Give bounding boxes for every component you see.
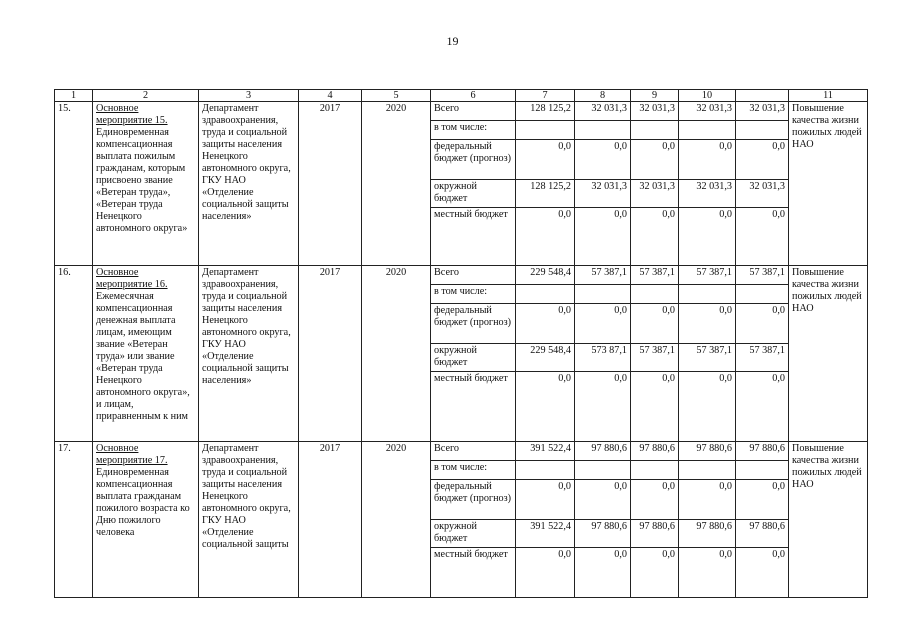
value-cell: 0,0 [679, 140, 736, 180]
value-cell [679, 461, 736, 480]
value-cell: 0,0 [516, 208, 575, 266]
source-name: федеральный бюджет (прогноз) [431, 304, 516, 344]
activity-name [93, 442, 199, 598]
value-cell [516, 121, 575, 140]
value-cell: 0,0 [679, 304, 736, 344]
source-name: окружной бюджет [431, 344, 516, 372]
start-year: 2017 [299, 442, 362, 598]
value-cell [575, 121, 631, 140]
value-cell: 97 880,6 [679, 520, 736, 548]
source-name: местный бюджет [431, 372, 516, 442]
value-cell: 0,0 [575, 372, 631, 442]
value-cell: 0,0 [575, 140, 631, 180]
value-cell: 0,0 [736, 480, 789, 520]
executor: Департамент здравоохранения, труда и социальной защиты населения Ненецкого автономного округа, ГКУ НАО «Отделение социальной защиты населения» [199, 102, 299, 266]
value-cell: 391 522,4 [516, 520, 575, 548]
value-cell [516, 285, 575, 304]
value-cell: 0,0 [631, 372, 679, 442]
activity-title: Основное мероприятие 16. [96, 267, 168, 290]
value-cell [631, 121, 679, 140]
source-name: федеральный бюджет (прогноз) [431, 480, 516, 520]
program-activities-table [54, 89, 868, 598]
value-cell: 32 031,3 [679, 180, 736, 208]
value-cell: 57 387,1 [736, 266, 789, 285]
row-number: 15. [55, 102, 93, 266]
activity-description: Ежемесячная компенсационная денежная выплата лицам, имеющим звание «Ветеран труда» или звание «Ветеран труда Ненецкого автономного округа», и лицам, приравненным к ним [96, 291, 190, 422]
value-cell [575, 461, 631, 480]
column-header: 5 [362, 90, 431, 102]
end-year: 2020 [362, 102, 431, 266]
value-cell [516, 461, 575, 480]
value-cell: 0,0 [575, 304, 631, 344]
table-row [55, 266, 868, 285]
expected-result: Повышение качества жизни пожилых людей НАО [789, 102, 868, 266]
value-cell: 0,0 [631, 480, 679, 520]
activity-description: Единовременная компенсационная выплата пожилым гражданам, которым присвоено звание «Ветеран труда», «Ветеран труда Ненецкого автономного округа» [96, 127, 188, 234]
value-cell: 229 548,4 [516, 344, 575, 372]
value-cell: 32 031,3 [631, 180, 679, 208]
value-cell: 0,0 [516, 140, 575, 180]
executor: Департамент здравоохранения, труда и социальной защиты населения Ненецкого автономного округа, ГКУ НАО «Отделение социальной защиты населения» [199, 266, 299, 442]
value-cell: 0,0 [736, 140, 789, 180]
executor: Департамент здравоохранения, труда и социальной защиты населения Ненецкого автономного округа, ГКУ НАО «Отделение социальной защиты [199, 442, 299, 598]
value-cell: 32 031,3 [736, 180, 789, 208]
value-cell: 0,0 [631, 208, 679, 266]
column-header: 11 [789, 90, 868, 102]
source-name: окружной бюджет [431, 180, 516, 208]
value-cell [575, 285, 631, 304]
value-cell [679, 285, 736, 304]
value-cell: 32 031,3 [736, 102, 789, 121]
value-cell: 97 880,6 [575, 520, 631, 548]
value-cell: 128 125,2 [516, 180, 575, 208]
value-cell: 391 522,4 [516, 442, 575, 461]
start-year: 2017 [299, 102, 362, 266]
end-year: 2020 [362, 266, 431, 442]
source-name: окружной бюджет [431, 520, 516, 548]
table-row [55, 442, 868, 461]
value-cell: 0,0 [631, 548, 679, 598]
value-cell: 57 387,1 [631, 344, 679, 372]
value-cell: 0,0 [679, 548, 736, 598]
header-row [55, 90, 868, 102]
value-cell: 0,0 [575, 208, 631, 266]
value-cell [631, 461, 679, 480]
value-cell: 0,0 [679, 480, 736, 520]
activity-name [93, 102, 199, 266]
row-number: 16. [55, 266, 93, 442]
expected-result: Повышение качества жизни пожилых людей НАО [789, 266, 868, 442]
value-cell: 57 387,1 [631, 266, 679, 285]
source-name: федеральный бюджет (прогноз) [431, 140, 516, 180]
source-name: местный бюджет [431, 208, 516, 266]
value-cell: 0,0 [631, 304, 679, 344]
source-name: Всего [431, 266, 516, 285]
value-cell: 97 880,6 [575, 442, 631, 461]
value-cell [631, 285, 679, 304]
value-cell: 32 031,3 [575, 102, 631, 121]
value-cell: 32 031,3 [679, 102, 736, 121]
value-cell: 0,0 [575, 480, 631, 520]
end-year: 2020 [362, 442, 431, 598]
column-header: 9 [631, 90, 679, 102]
activity-title: Основное мероприятие 17. [96, 443, 168, 466]
column-header: 1 [55, 90, 93, 102]
column-header: 4 [299, 90, 362, 102]
value-cell: 97 880,6 [679, 442, 736, 461]
value-cell: 97 880,6 [631, 442, 679, 461]
value-cell: 573 87,1 [575, 344, 631, 372]
table-row [55, 102, 868, 121]
value-cell: 0,0 [516, 304, 575, 344]
value-cell: 97 880,6 [736, 442, 789, 461]
value-cell: 57 387,1 [679, 344, 736, 372]
value-cell: 0,0 [516, 372, 575, 442]
value-cell: 0,0 [736, 372, 789, 442]
value-cell: 57 387,1 [736, 344, 789, 372]
column-header: 10 [679, 90, 736, 102]
row-number: 17. [55, 442, 93, 598]
value-cell: 0,0 [679, 208, 736, 266]
value-cell: 0,0 [736, 548, 789, 598]
source-name: Всего [431, 102, 516, 121]
source-name: Всего [431, 442, 516, 461]
activity-title: Основное мероприятие 15. [96, 103, 168, 126]
value-cell: 0,0 [736, 304, 789, 344]
value-cell: 97 880,6 [631, 520, 679, 548]
value-cell: 128 125,2 [516, 102, 575, 121]
value-cell: 0,0 [736, 208, 789, 266]
value-cell: 0,0 [575, 548, 631, 598]
value-cell: 229 548,4 [516, 266, 575, 285]
activity-name [93, 266, 199, 442]
source-name: местный бюджет [431, 548, 516, 598]
source-name: в том числе: [431, 285, 516, 304]
column-header: 3 [199, 90, 299, 102]
value-cell [679, 121, 736, 140]
column-header: 2 [93, 90, 199, 102]
value-cell: 32 031,3 [575, 180, 631, 208]
start-year: 2017 [299, 266, 362, 442]
value-cell: 57 387,1 [679, 266, 736, 285]
column-header: 6 [431, 90, 516, 102]
value-cell: 97 880,6 [736, 520, 789, 548]
value-cell: 32 031,3 [631, 102, 679, 121]
column-header: 7 [516, 90, 575, 102]
value-cell [736, 121, 789, 140]
value-cell: 0,0 [631, 140, 679, 180]
value-cell: 0,0 [516, 480, 575, 520]
activity-description: Единовременная компенсационная выплата гражданам пожилого возраста ко Дню пожилого человека [96, 467, 190, 538]
value-cell [736, 285, 789, 304]
value-cell: 57 387,1 [575, 266, 631, 285]
column-header: 8 [575, 90, 631, 102]
column-header [736, 90, 789, 102]
page-number: 19 [446, 34, 459, 48]
value-cell: 0,0 [679, 372, 736, 442]
source-name: в том числе: [431, 121, 516, 140]
value-cell: 0,0 [516, 548, 575, 598]
value-cell [736, 461, 789, 480]
expected-result: Повышение качества жизни пожилых людей НАО [789, 442, 868, 598]
source-name: в том числе: [431, 461, 516, 480]
